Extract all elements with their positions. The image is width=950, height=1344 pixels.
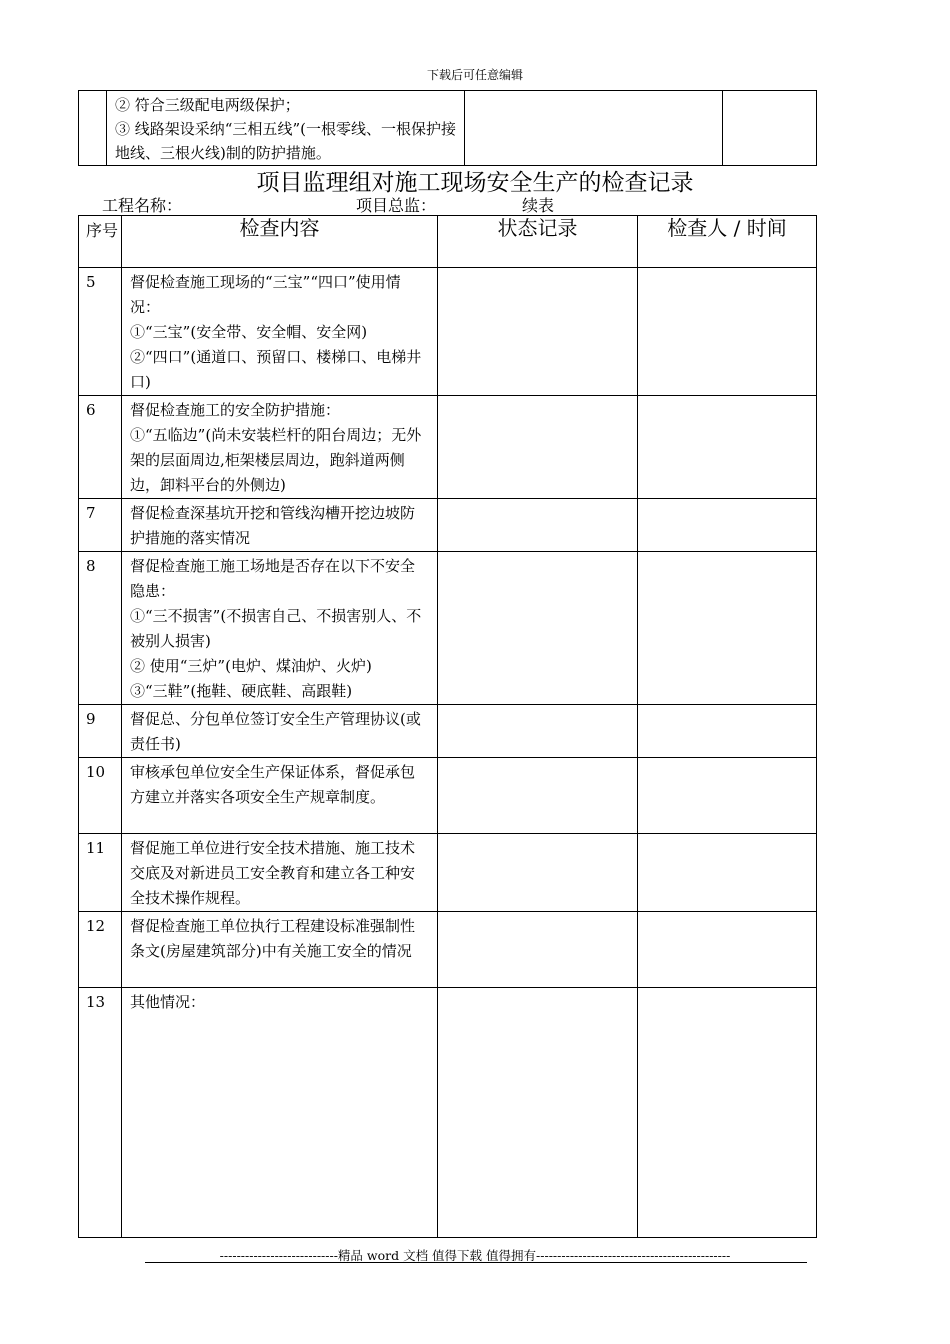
- table-row: [79, 758, 817, 834]
- top-line-2: ③ 线路架设采纳“三相五线”(一根零线、一根保护接地线、三根火线)制的防护措施。: [115, 120, 456, 162]
- chief-supervisor-label: 项目总监：: [356, 196, 437, 215]
- row-content: 审核承包单位安全生产保证体系，督促承包方建立并落实各项安全生产规章制度。: [122, 758, 438, 834]
- continued-table-top: [78, 90, 817, 166]
- row-inspector: [638, 552, 817, 705]
- page-footer: ----------------------------精品 word 文档 值得下载 值得拥有----------------------------------------------: [219, 1248, 731, 1263]
- table-row: [79, 499, 817, 552]
- top-cell-no: [79, 91, 107, 166]
- row-content: 督促检查施工的安全防护措施： ①“五临边”(尚未安装栏杆的阳台周边；无外架的层面周边,柜架楼层周边，跑斜道两侧边，卸料平台的外侧边): [122, 396, 438, 499]
- page-header: 下载后可任意编辑: [426, 68, 523, 82]
- row-inspector: [638, 912, 817, 988]
- row-status: [438, 499, 638, 552]
- row-status: [438, 834, 638, 912]
- row-content: 督促检查深基坑开挖和管线沟槽开挖边坡防护措施的落实情况: [122, 499, 438, 552]
- row-no: 8: [79, 552, 122, 705]
- row-no: 9: [79, 705, 122, 758]
- row-content: 督促检查施工单位执行工程建设标准强制性条文(房屋建筑部分)中有关施工安全的情况: [122, 912, 438, 988]
- row-status: [438, 552, 638, 705]
- project-name-label: 工程名称：: [102, 196, 183, 215]
- row-inspector: [638, 758, 817, 834]
- header-status: 状态记录: [438, 216, 638, 268]
- table-row: [79, 912, 817, 988]
- row-status: [438, 705, 638, 758]
- table-row: [79, 705, 817, 758]
- table-row: [79, 396, 817, 499]
- row-status: [438, 988, 638, 1238]
- top-cell-inspector: [723, 91, 817, 166]
- row-no: 10: [79, 758, 122, 834]
- row-inspector: [638, 705, 817, 758]
- row-inspector: [638, 268, 817, 396]
- table-row: [79, 552, 817, 705]
- row-no: 7: [79, 499, 122, 552]
- row-status: [438, 912, 638, 988]
- row-status: [438, 758, 638, 834]
- header-inspector: 检查人 / 时间: [638, 216, 817, 268]
- row-status: [438, 268, 638, 396]
- row-inspector: [638, 834, 817, 912]
- top-line-1: ② 符合三级配电两级保护；: [115, 96, 300, 114]
- row-content: 督促施工单位进行安全技术措施、施工技术交底及对新进员工安全教育和建立各工种安全技术操作规程。: [122, 834, 438, 912]
- row-status: [438, 396, 638, 499]
- page-title: 项目监理组对施工现场安全生产的检查记录: [256, 170, 694, 196]
- footer-divider: [145, 1262, 807, 1263]
- table-row: [79, 988, 817, 1238]
- top-cell-status: [465, 91, 723, 166]
- row-no: 5: [79, 268, 122, 396]
- table-row: [79, 268, 817, 396]
- inspection-table: [78, 215, 817, 1238]
- table-header-row: [79, 216, 817, 268]
- row-inspector: [638, 988, 817, 1238]
- row-inspector: [638, 499, 817, 552]
- row-content: 其他情况：: [122, 988, 438, 1238]
- row-no: 6: [79, 396, 122, 499]
- row-no: 11: [79, 834, 122, 912]
- header-content: 检查内容: [122, 216, 438, 268]
- top-cell-content: [107, 91, 465, 166]
- row-content: 督促总、分包单位签订安全生产管理协议(或责任书): [122, 705, 438, 758]
- row-content: 督促检查施工施工场地是否存在以下不安全隐患： ①“三不损害”(不损害自己、不损害别人、不被别人损害) ② 使用“三炉”(电炉、煤油炉、火炉) ③“三鞋”(拖鞋、硬底鞋、高跟鞋): [122, 552, 438, 705]
- continued-label: 续表: [522, 196, 555, 215]
- row-no: 13: [79, 988, 122, 1238]
- header-no: 序号: [79, 216, 122, 268]
- row-inspector: [638, 396, 817, 499]
- table-row: [79, 834, 817, 912]
- row-no: 12: [79, 912, 122, 988]
- row-content: 督促检查施工现场的“三宝”“四口”使用情况： ①“三宝”(安全带、安全帽、安全网) ②“四口”(通道口、预留口、楼梯口、电梯井口): [122, 268, 438, 396]
